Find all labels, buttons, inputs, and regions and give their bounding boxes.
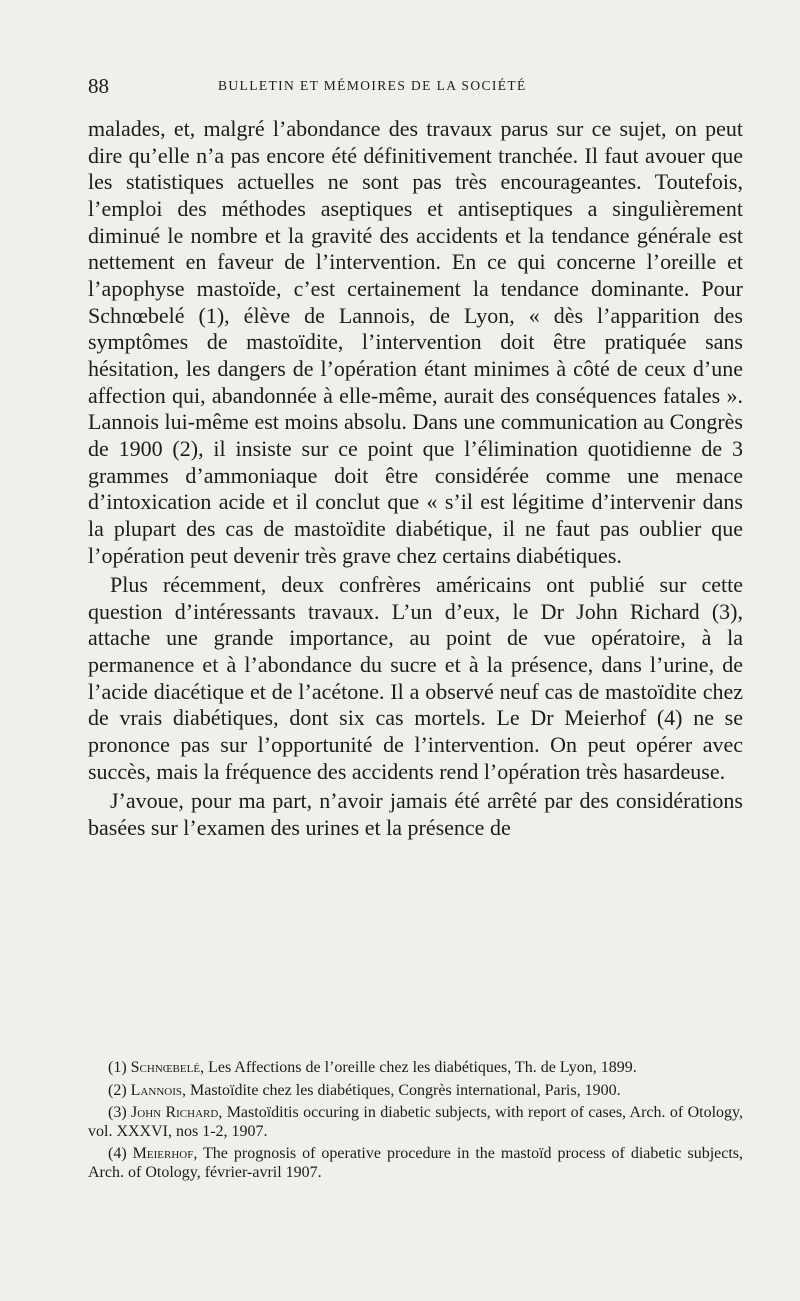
paragraph-2: Plus récemment, deux confrères américains ont publié sur cette question d’intéressants travaux. L’un d’eux, le Dr John Richard (3), attache une grande importance, au point de vue opératoire, à la permanence et à l’abondance du sucre et à la présence, dans l’urine, de l’acide diacétique et de l’acétone. Il a observé neuf cas de mastoïdite chez de vrais diabétiques, dont six cas mortels. Le Dr Meierhof (4) ne se prononce pas sur l’opportunité de l’intervention. On peut opérer avec succès, mais la fréquence des accidents rend l’opération très hasardeuse. (88, 572, 743, 784)
footnote-author: Schnœbelé (130, 1059, 201, 1076)
footnote-text: , Mastoïdite chez les diabétiques, Congrès international, Paris, 1900. (182, 1081, 621, 1099)
footnote-number: (3) (108, 1104, 127, 1121)
paragraph-1: malades, et, malgré l’abondance des travaux parus sur ce sujet, on peut dire qu’elle n’a pas encore été définitivement tranchée. Il faut avouer que les statistiques actuelles ne sont pas très encourageantes. Toutefois, l’emploi des méthodes aseptiques et antiseptiques a singulièrement diminué le nombre et la gravité des accidents et la tendance générale est nettement en faveur de l’intervention. En ce qui concerne l’oreille et l’apophyse mastoïde, c’est certainement la tendance dominante. Pour Schnœbelé (1), élève de Lannois, de Lyon, « dès l’apparition des symptômes de mastoïdite, l’intervention doit être pratiquée sans hésitation, les dangers de l’opération étant minimes à côté de ceux d’une affection qui, abandonnée à elle-même, aurait des conséquences fatales ». Lannois lui-même est moins absolu. Dans une communication au Congrès de 1900 (2), il insiste sur ce point que l’élimination quotidienne de 3 grammes d’ammoniaque doit être considérée comme une menace d’intoxication acide et il conclut que « s’il est légitime d’intervenir dans la plupart des cas de mastoïdite diabétique, il ne faut pas oublier que l’opération peut devenir très grave chez certains diabétiques. (88, 116, 743, 568)
footnotes (88, 1059, 743, 1186)
footnote-4 (88, 1145, 743, 1182)
footnote-1 (88, 1059, 743, 1078)
footnote-author: Lannois (130, 1081, 182, 1099)
running-title: BULLETIN ET MÉMOIRES DE LA SOCIÉTÉ (218, 78, 527, 93)
footnote-3 (88, 1104, 743, 1141)
footnote-author: John Richard (131, 1104, 219, 1121)
footnote-number: (1) (108, 1059, 127, 1076)
footnote-number: (4) (108, 1145, 127, 1162)
footnote-2 (88, 1082, 743, 1101)
footnote-number: (2) (108, 1081, 127, 1099)
footnote-text: , The prognosis of operative procedure in the mastoïd process of diabetic subjects, Arch. of Otology, février-avril 1907. (88, 1145, 744, 1181)
page-number: 88 (88, 74, 109, 98)
page-header (88, 74, 748, 104)
footnote-text: , Les Affections de l’oreille chez les diabétiques, Th. de Lyon, 1899. (200, 1059, 637, 1076)
footnote-author: Meierhof (132, 1145, 194, 1162)
main-text (88, 116, 743, 842)
footnote-text: , Mastoïditis occuring in diabetic subjects, with report of cases, Arch. of Otology, vol. XXXVI, nos 1-2, 1907. (88, 1104, 743, 1140)
paragraph-3: J’avoue, pour ma part, n’avoir jamais été arrêté par des considérations basées sur l’examen des urines et la présence de (88, 788, 743, 841)
